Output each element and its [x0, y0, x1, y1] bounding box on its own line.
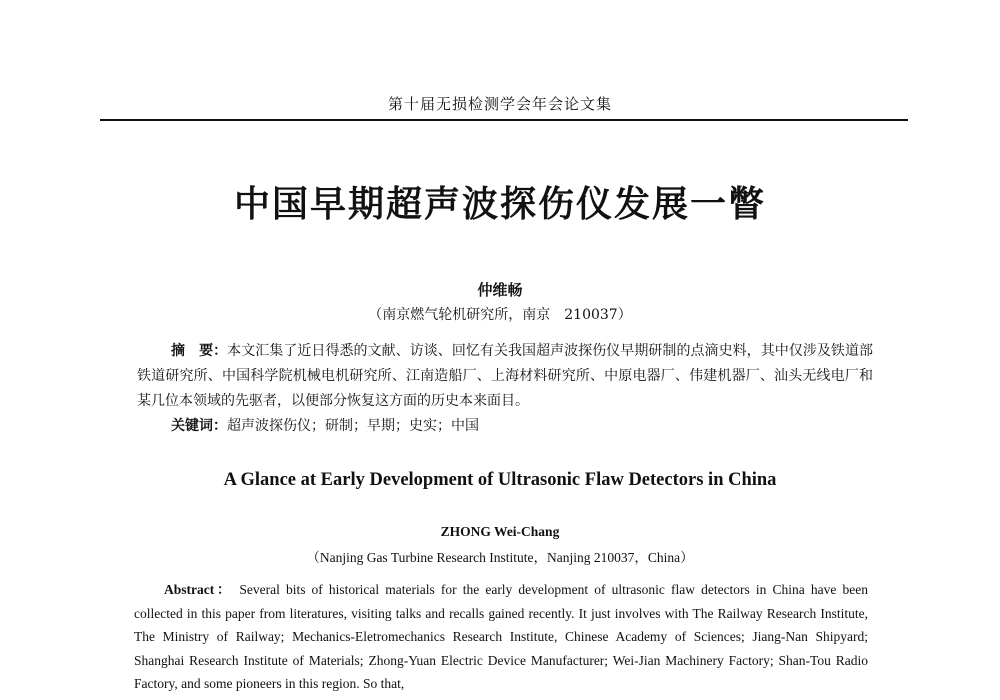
paper-title-en: A Glance at Early Development of Ultrasonic Flaw Detectors in China — [223, 470, 777, 490]
keywords-cn-label: 关键词： — [171, 418, 227, 434]
abstract-en-label: Abstract： — [164, 582, 234, 597]
affiliation-en: （Nanjing Gas Turbine Research Institute，Nanjing 210037，China） — [306, 550, 694, 565]
keywords-cn-text: 超声波探伤仪；研制；早期；史实；中国 — [227, 418, 479, 434]
keywords-cn — [171, 414, 871, 439]
abstract-en-text: Several bits of historical materials for the early development of ultrasonic flaw detectors in China have been collected in this paper from literatures, visiting talks and recalls gained recently. It just involves with The Railway Research Institute, The Ministry of Railway; Mechanics-Eletromechanics Research Institute, Chinese Academy of Sciences; Jiang-Nan Shipyard; Shanghai Research Institute of Materials; Zhong-Yuan Electric Device Manufacturer; Wei-Jian Machinery Factory; Shan-Tou Radio Factory, and some pioneers in this region. So that, — [134, 582, 868, 692]
abstract-cn — [137, 339, 873, 414]
abstract-cn-text: 本文汇集了近日得悉的文献、访谈、回忆有关我国超声波探伤仪早期研制的点滴史料，其中仅涉及铁道部铁道研究所、中国科学院机械电机研究所、江南造船厂、上海材料研究所、中原电器厂、伟建机器厂、汕头无线电厂和某几位本领域的先驱者，以便部分恢复这方面的历史本来面目。 — [137, 343, 874, 409]
abstract-cn-label: 摘 要： — [171, 343, 228, 359]
abstract-en — [134, 578, 868, 696]
author-name-en: ZHONG Wei-Chang — [440, 524, 560, 539]
paper-title-cn: 中国早期超声波探伤仪发展一瞥 — [233, 184, 766, 225]
affiliation-cn: （南京燃气轮机研究所，南京 210037） — [368, 307, 632, 323]
running-header: 第十届无损检测学会年会论文集 — [387, 95, 612, 113]
header-rule — [100, 119, 908, 121]
author-name-cn: 仲维畅 — [477, 281, 523, 299]
